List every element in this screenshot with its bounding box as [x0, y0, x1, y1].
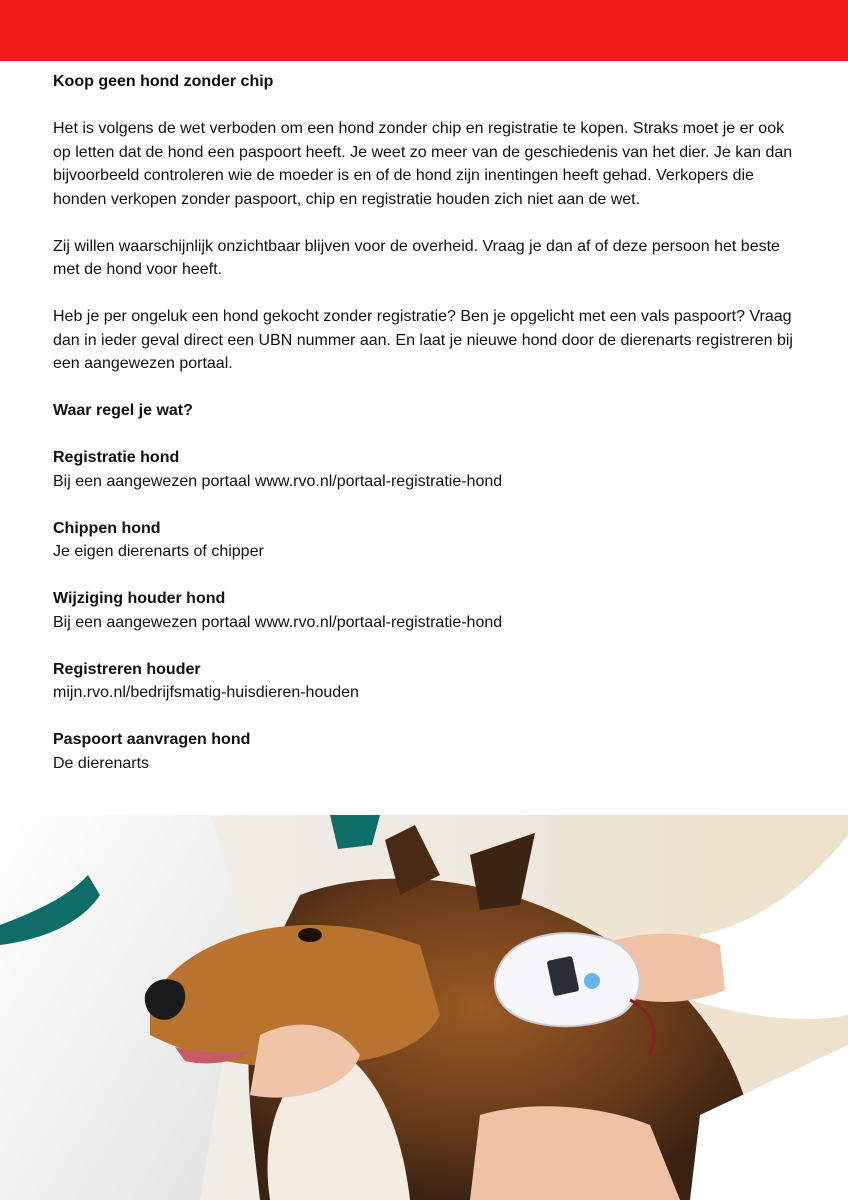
intro-paragraph-1: Het is volgens de wet verboden om een hond zonder chip en registratie te kopen. Straks moet je er ook op letten dat de hond een paspoort heeft. Je weet zo meer van de geschiedenis van het dier. Je kan dan bijvoorbeeld controleren wie de moeder is en of de hond zijn inentingen heeft gehad. Verkopers die honden verkopen zonder paspoort, chip en registratie houden zich niet aan de wet. [53, 120, 793, 208]
intro-paragraph-2: Zij willen waarschijnlijk onzichtbaar blijven voor de overheid. Vraag je dan af of deze persoon het beste met de hond voor heeft. [53, 237, 780, 278]
page-title: Koop geen hond zonder chip [53, 73, 274, 90]
item-text-chippen: Je eigen dierenarts of chipper [53, 543, 264, 560]
item-text-registreren: mijn.rvo.nl/bedrijfsmatig-huisdieren-houden [53, 684, 359, 701]
item-heading-registratie: Registratie hond [53, 449, 180, 466]
red-banner [0, 0, 848, 61]
dog-chip-scan-photo [0, 815, 848, 1200]
item-heading-registreren: Registreren houder [53, 660, 201, 678]
section-heading: Waar regel je wat? [53, 402, 193, 419]
article-body [53, 70, 793, 775]
dog-chip-scan-illustration [0, 815, 848, 1200]
intro-paragraph-3: Heb je per ongeluk een hond gekocht zonder registratie? Ben je opgelicht met een vals paspoort? Vraag dan in ieder geval direct een UBN nummer aan. En laat je nieuwe hond door de dierenarts registreren bij een aangewezen portaal. [53, 308, 793, 372]
item-heading-chippen: Chippen hond [53, 519, 161, 537]
item-heading-paspoort: Paspoort aanvragen hond [53, 731, 251, 748]
item-text-registratie: Bij een aangewezen portaal www.rvo.nl/portaal-registratie-hond [53, 472, 503, 490]
item-text-paspoort: De dierenarts [53, 754, 150, 772]
item-text-wijziging: Bij een aangewezen portaal www.rvo.nl/portaal-registratie-hond [53, 613, 503, 631]
item-heading-wijziging: Wijziging houder hond [53, 590, 226, 607]
